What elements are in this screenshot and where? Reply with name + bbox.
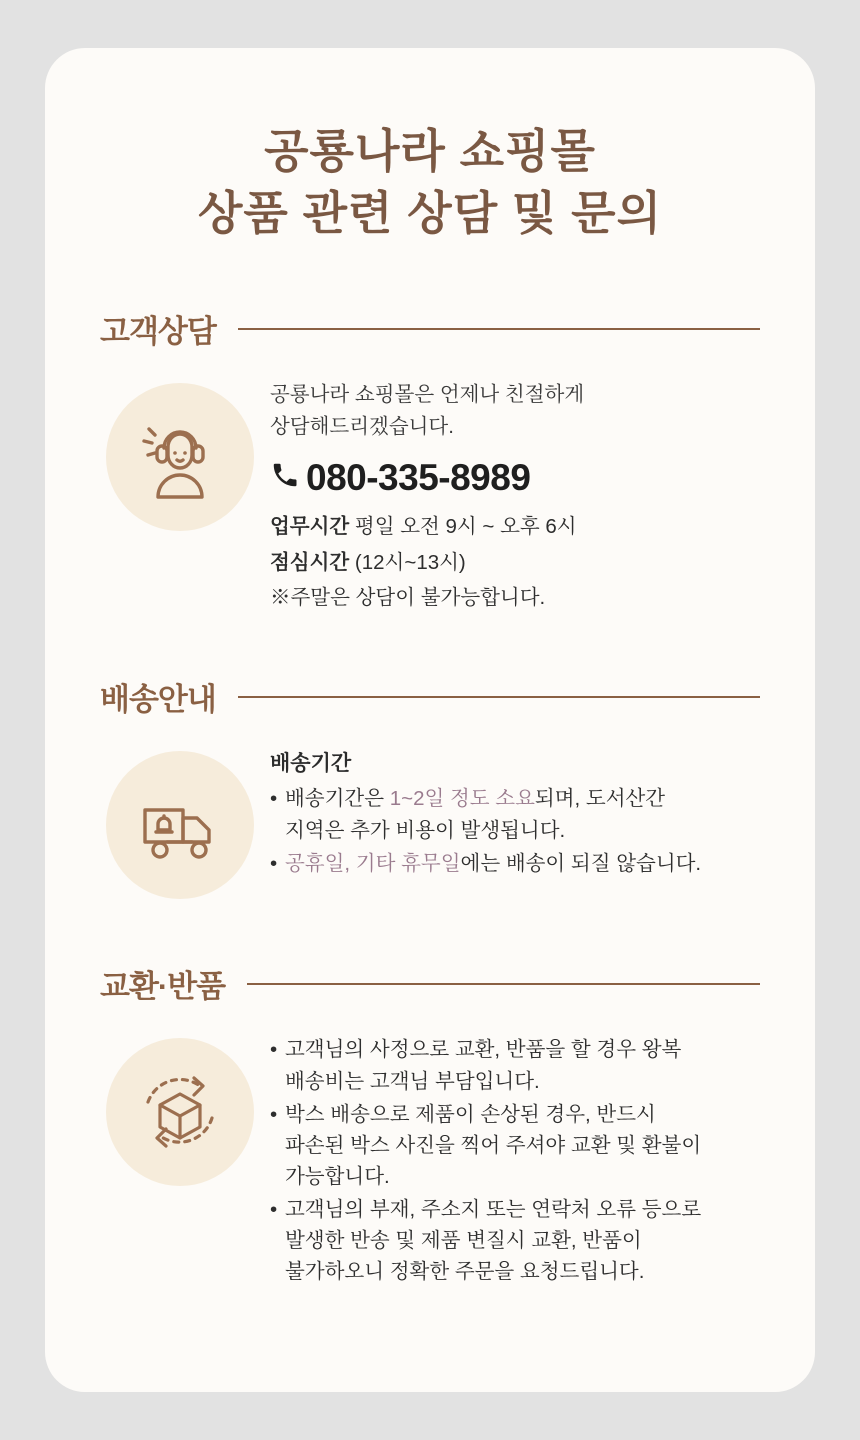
lunch-hours-value: (12시~13시) — [354, 550, 466, 574]
section-customer-support — [45, 306, 815, 616]
phone-row — [270, 457, 775, 499]
title-line-1: 공룡나라 쇼핑몰 — [264, 125, 596, 177]
return-b1-l1: 고객님의 사정으로 교환, 반품을 할 경우 왕복 — [285, 1038, 682, 1062]
section-exchange-return — [45, 961, 815, 1289]
lunch-hours-label: 점심시간 — [270, 550, 350, 574]
list-item — [270, 1099, 775, 1192]
business-hours-line — [270, 509, 775, 545]
return-b1-l2: 배송비는 고객님 부담입니다. — [285, 1069, 540, 1093]
phone-handset-icon — [270, 460, 300, 495]
section-header-customer — [45, 306, 815, 351]
section-header-return — [45, 961, 815, 1006]
list-item — [270, 848, 775, 879]
delivery-bullet-list — [270, 783, 775, 878]
section-divider-return — [247, 983, 760, 985]
section-text-return — [270, 1024, 775, 1289]
section-title-delivery: 배송안내 — [100, 682, 216, 718]
title-line-2: 상품 관련 상담 및 문의 — [197, 187, 663, 240]
section-title-return: 교환·반품 — [100, 969, 226, 1005]
section-body-delivery — [45, 719, 815, 899]
section-body-return — [45, 1006, 815, 1289]
icon-wrap-delivery — [90, 737, 270, 899]
return-b3-l2: 발생한 반송 및 제품 변질시 교환, 반품이 — [285, 1229, 642, 1253]
section-title-customer: 고객상담 — [100, 314, 216, 350]
section-text-customer — [270, 369, 775, 616]
lunch-hours-line — [270, 545, 775, 581]
delivery-b1-p1: 배송기간은 — [285, 787, 390, 811]
weekend-note: ※주말은 상담이 불가능합니다. — [270, 586, 546, 610]
delivery-b1-line2: 지역은 추가 비용이 발생됩니다. — [285, 818, 566, 842]
list-item — [270, 1034, 775, 1096]
return-box-icon — [106, 1038, 254, 1186]
section-divider-customer — [238, 328, 760, 330]
delivery-b1-p3: 되며, 도서산간 — [534, 787, 666, 811]
page-title — [45, 48, 815, 244]
icon-wrap-customer — [90, 369, 270, 616]
delivery-truck-icon — [106, 751, 254, 899]
return-b3-l3: 불가하오니 정확한 주문을 요청드립니다. — [285, 1260, 645, 1284]
section-header-delivery — [45, 674, 815, 719]
info-card — [45, 48, 815, 1392]
list-item — [270, 783, 775, 845]
section-body-customer — [45, 351, 815, 616]
return-b2-l2: 파손된 박스 사진을 찍어 주셔야 교환 및 환불이 — [285, 1133, 702, 1157]
section-text-delivery — [270, 737, 775, 899]
list-item — [270, 1194, 775, 1287]
delivery-b1-p2: 1~2일 정도 소요 — [389, 787, 535, 811]
delivery-subtitle: 배송기간 — [270, 752, 352, 776]
return-b3-l1: 고객님의 부재, 주소지 또는 연락처 오류 등으로 — [285, 1198, 702, 1222]
support-intro-line-2: 상담해드리겠습니다. — [270, 414, 454, 438]
support-phone-number: 080-335-8989 — [306, 456, 531, 498]
return-b2-l1: 박스 배송으로 제품이 손상된 경우, 반드시 — [285, 1102, 656, 1126]
icon-wrap-return — [90, 1024, 270, 1289]
section-delivery-info — [45, 674, 815, 899]
business-hours-value: 평일 오전 9시 ~ 오후 6시 — [354, 514, 577, 538]
delivery-b2-p1: 공휴일, 기타 휴무일 — [285, 851, 461, 875]
business-hours-label: 업무시간 — [270, 514, 350, 538]
delivery-b2-p2: 에는 배송이 되질 않습니다. — [460, 851, 702, 875]
return-bullet-list — [270, 1034, 775, 1287]
headset-agent-icon — [106, 383, 254, 531]
section-divider-delivery — [238, 696, 760, 698]
support-intro-line-1: 공룡나라 쇼핑몰은 언제나 친절하게 — [270, 383, 585, 407]
return-b2-l3: 가능합니다. — [285, 1164, 390, 1188]
